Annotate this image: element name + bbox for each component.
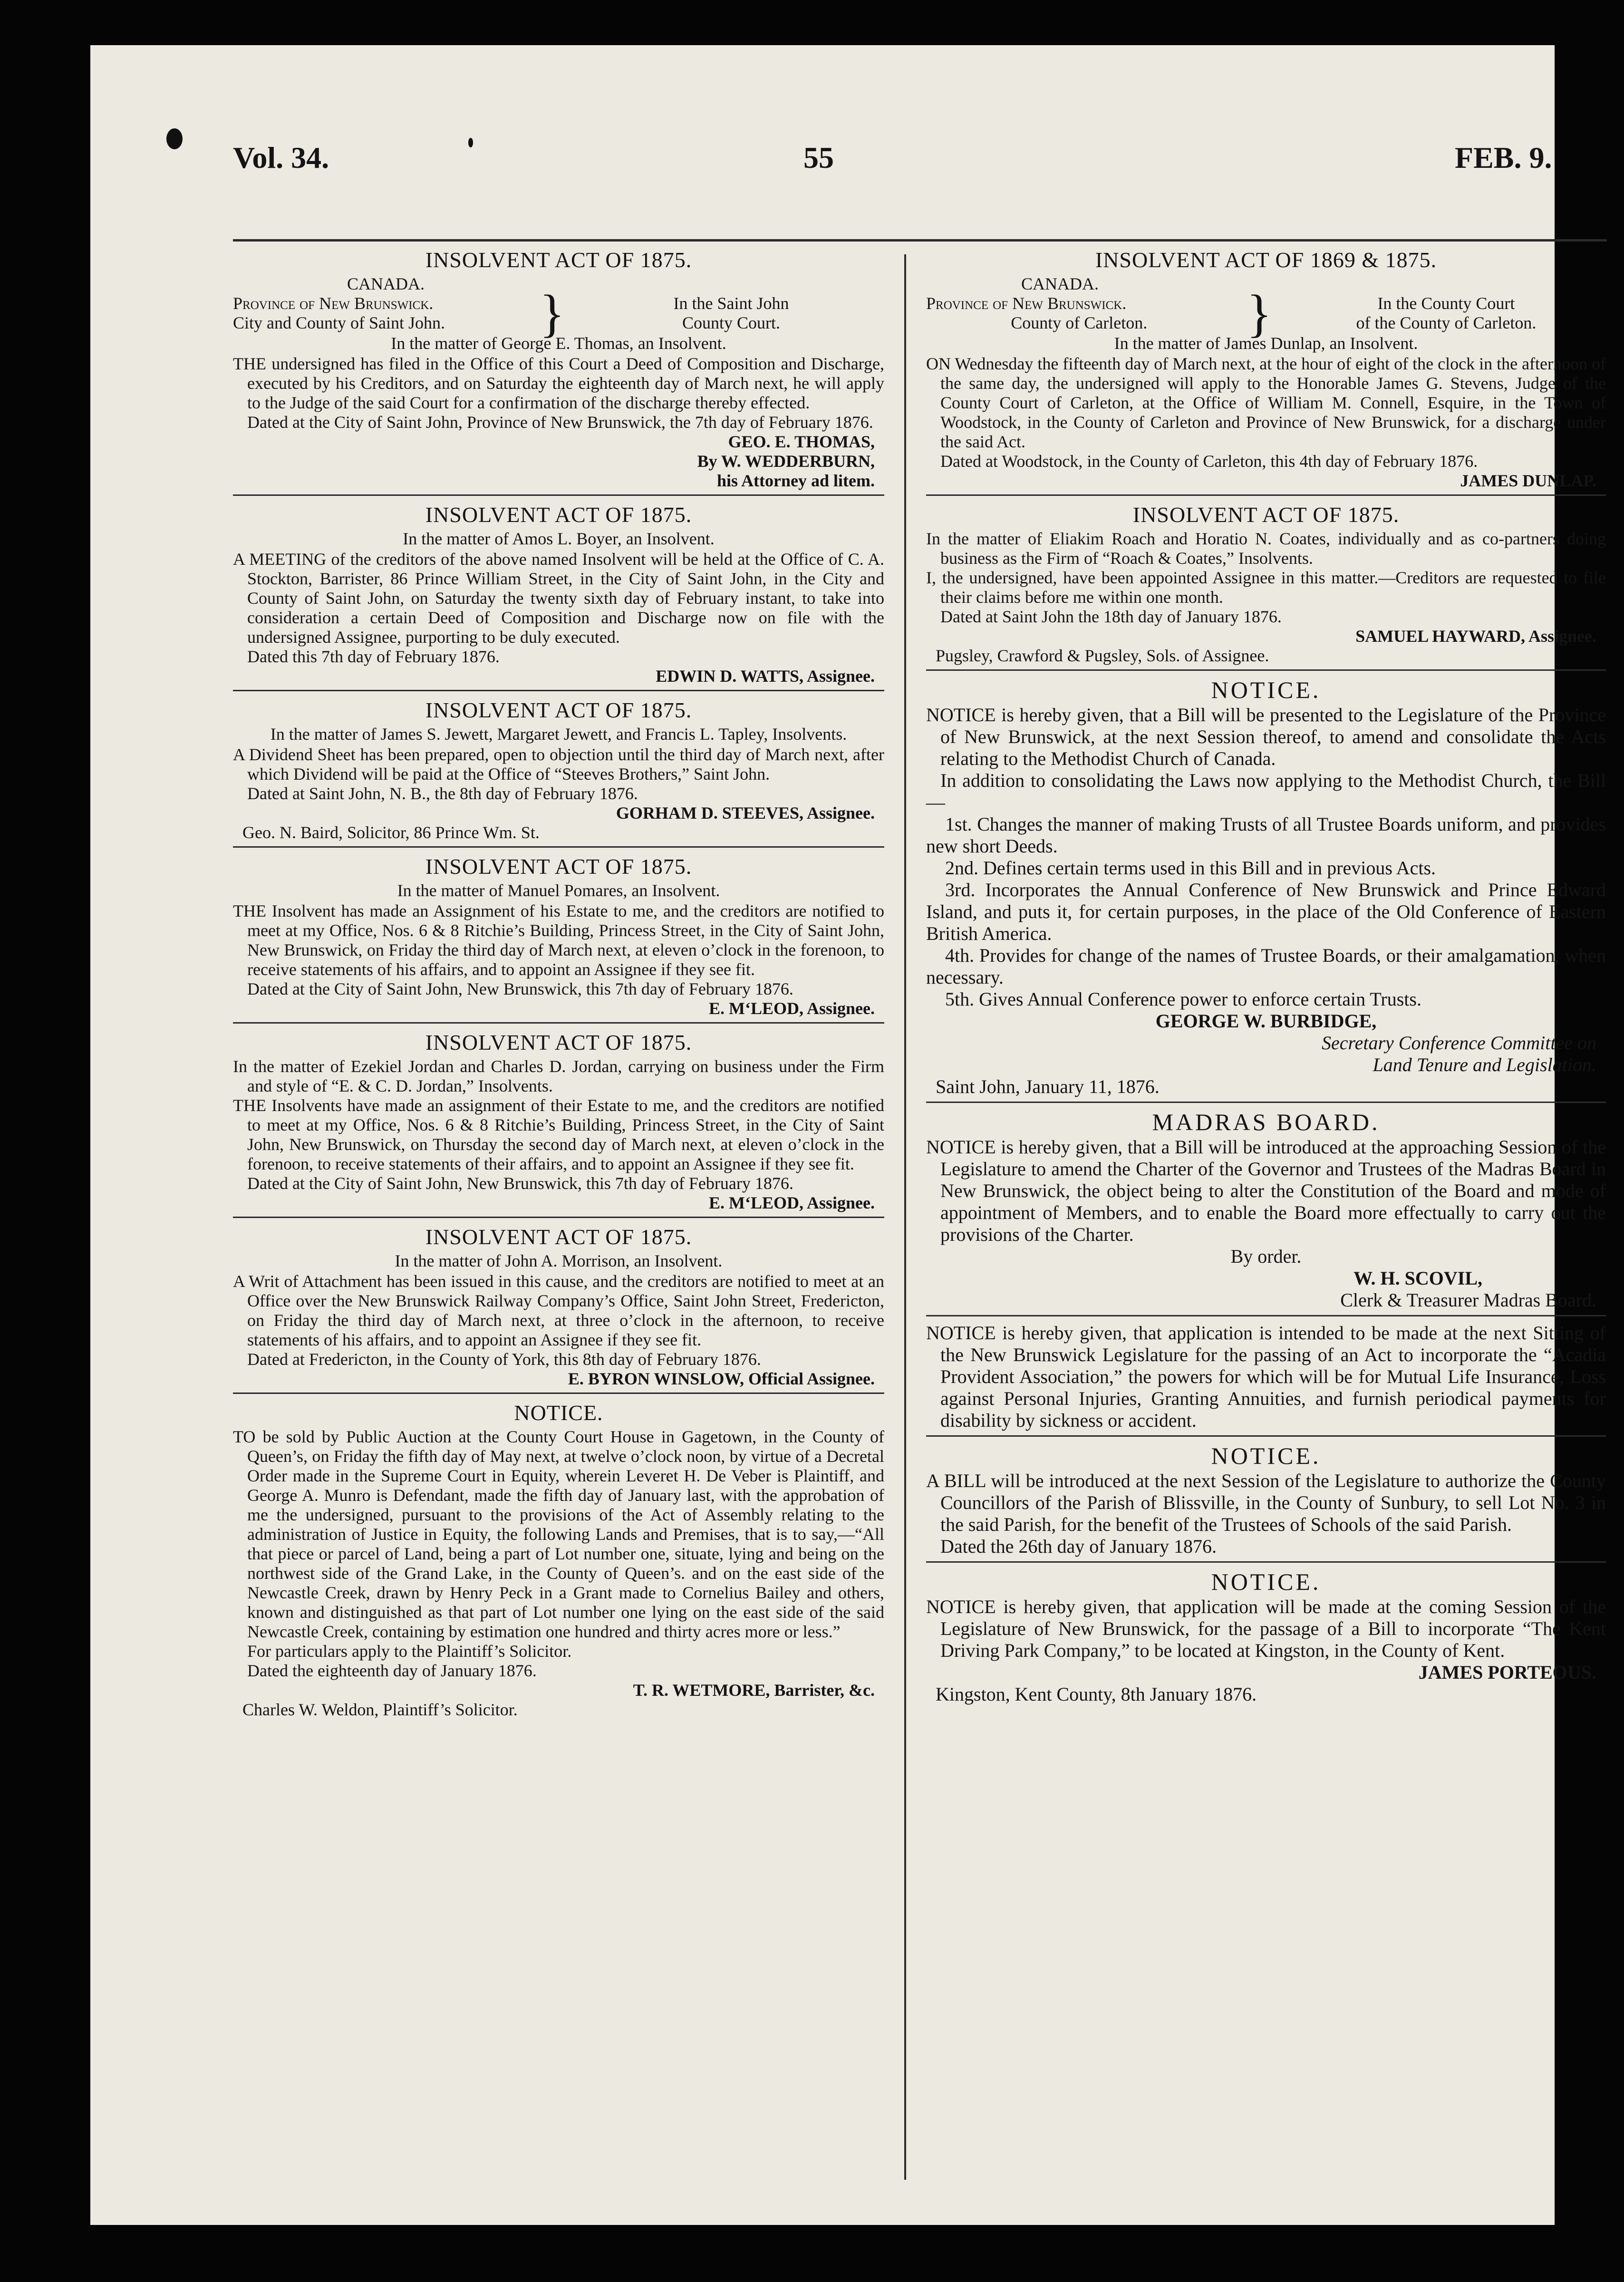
court-name: In the Saint John [673, 294, 789, 313]
court-caption [926, 284, 1606, 342]
issue-date: FEB. 9. [1455, 141, 1552, 174]
notice-dated: Kingston, Kent County, 8th January 1876. [936, 1683, 1257, 1705]
notice-madras-board [926, 1107, 1606, 1316]
notice-matter: In the matter of Manuel Pomares, an Insolvent. [397, 881, 720, 900]
page-number: 55 [803, 141, 834, 174]
notice-title: INSOLVENT ACT OF 1875. [425, 854, 692, 879]
notice-title: INSOLVENT ACT OF 1875. [425, 698, 692, 722]
notice-title: NOTICE. [1211, 1442, 1321, 1469]
canada-heading: CANADA. [1021, 274, 1099, 293]
notice-signature-2: Secretary Conference Committee on [1322, 1032, 1596, 1054]
court-county: County of Carleton. [1011, 313, 1148, 332]
notice-body: TO be sold by Public Auction at the County Court House in Gagetown, in the County of Queen’s, on Friday the fifth day of May next, at twelve o’clock noon, by virtue of a Decretal Order made in the Supreme Court in Equity, wherein Leveret H. De Veber is Plaintiff, and George A. Munro is Defendant, made the fifth day of January last, with the approbation of me the undersigned, pursuant to the provisions of the Act of Assembly relating to the administration of Justice in Equity, the following Lands and Premises, that is to say,—“All that piece or parcel of Land, being a part of Lot number one, situate, lying and being on the northwest side of the Grand Lake, in the County of Queen’s. and on the east side of the Newcastle Creek, drawn by Henry Peck in a Grant made to Cornelius Bailey and others, known and distinguished as that part of Lot number one lying on the east side of the said Newcastle Creek, containing by estimation one hundred and thirty acres more or less.” [233, 1427, 884, 1641]
notice-body: I, the undersigned, have been appointed Assignee in this matter.—Creditors are requested to file their claims before me within one month. [926, 568, 1606, 607]
court-name: In the County Court [1377, 294, 1515, 313]
notice-title: NOTICE. [1211, 1568, 1321, 1595]
notice-kent-driving-park [926, 1566, 1606, 1709]
notice-body-2: For particulars apply to the Plaintiff’s Solicitor. [247, 1642, 572, 1661]
notice-dated: Dated at the City of Saint John, New Brunswick, this 7th day of February 1876. [247, 979, 793, 998]
notice-body: NOTICE is hereby given, that application will be made at the coming Session of the Legislature of New Brunswick, for the passage of a Bill to incorporate “The Kent Driving Park Company,” to be located at Kingston, in the County of Kent. [926, 1596, 1606, 1661]
notice-body-2: In addition to consolidating the Laws now applying to the Methodist Church, the Bill— [926, 770, 1606, 813]
canada-heading: CANADA. [347, 274, 425, 293]
notice-pomares [233, 851, 884, 1024]
notice-dated: Dated at Fredericton, in the County of York, this 8th day of February 1876. [247, 1350, 761, 1369]
header-rule [233, 239, 1607, 242]
right-column [926, 245, 1606, 1713]
notice-signature: SAMUEL HAYWARD, Assignee. [1355, 627, 1596, 646]
notice-title: INSOLVENT ACT OF 1875. [425, 503, 692, 527]
notice-signature-3: his Attorney ad litem. [717, 471, 875, 490]
notice-auction [233, 1398, 884, 1723]
notice-dated: Dated at Saint John the 18th day of January 1876. [940, 607, 1282, 626]
notice-signature: GEO. E. THOMAS, [728, 432, 875, 451]
notice-morrison [233, 1222, 884, 1394]
notice-dated: Saint John, January 11, 1876. [936, 1076, 1160, 1097]
court-name-2: of the County of Carleton. [1356, 313, 1537, 332]
notice-body: NOTICE is hereby given, that application is intended to be made at the next Sitting of the New Brunswick Legislature for the passing of an Act to incorporate the “Acadia Provident Association,” the powers for which will be for Mutual Life Insurance, Loss against Personal Injuries, Granting Annuities, and furnish periodical payments for disability by sickness or accident. [926, 1322, 1606, 1431]
notice-thomas [233, 245, 884, 496]
notice-signature: E. BYRON WINSLOW, Official Assignee. [568, 1369, 875, 1388]
notice-signature: T. R. WETMORE, Barrister, &c. [633, 1681, 875, 1700]
notice-title: INSOLVENT ACT OF 1875. [1132, 503, 1400, 527]
notice-methodist [926, 675, 1606, 1103]
notice-dated: Dated this 7th day of February 1876. [247, 647, 500, 666]
notice-signature-2: Clerk & Treasurer Madras Board. [1340, 1289, 1596, 1311]
notice-signature: GORHAM D. STEEVES, Assignee. [616, 803, 875, 822]
notice-signature-2: By W. WEDDERBURN, [697, 452, 875, 471]
volume-number: Vol. 34. [233, 141, 329, 174]
notice-title: NOTICE. [1211, 677, 1321, 703]
brace-glyph: } [539, 284, 565, 342]
notice-signature: W. H. SCOVIL, [1353, 1267, 1482, 1289]
notice-solicitor: Pugsley, Crawford & Pugsley, Sols. of Assignee. [936, 646, 1269, 665]
notice-jordan [233, 1027, 884, 1218]
notice-signature-3: Land Tenure and Legislation. [1373, 1054, 1596, 1075]
ink-speck [166, 128, 183, 149]
notice-body: THE undersigned has filed in the Office of this Court a Deed of Composition and Discharge, executed by his Creditors, and on Saturday the eighteenth day of March next, he will apply to the Judge of the said Court for a confirmation of the discharge thereby effected. [233, 354, 884, 412]
notice-solicitor: Charles W. Weldon, Plaintiff’s Solicitor. [242, 1700, 518, 1719]
notice-dated: Dated at the City of Saint John, Province of New Brunswick, the 7th day of February 1876. [247, 413, 873, 432]
notice-body: A BILL will be introduced at the next Session of the Legislature to authorize the County Councillors of the Parish of Blissville, in the County of Sunbury, to sell Lot No. 3 in the said Parish, for the benefit of the Trustees of Schools of the said Parish. [926, 1470, 1606, 1535]
notice-signature: GEORGE W. BURBIDGE, [1155, 1010, 1377, 1032]
notice-matter: In the matter of James Dunlap, an Insolvent. [1114, 334, 1418, 353]
notice-body: ON Wednesday the fifteenth day of March next, at the hour of eight of the clock in the afternoon of the same day, the undersigned will apply to the Honorable James G. Stevens, Judge of the County Court of Carleton, at the Office of William M. Connell, Esquire, in the Town of Woodstock, in the County of Carleton and Province of New Brunswick, for a discharge under the said Act. [926, 354, 1606, 451]
brace-glyph: } [1247, 284, 1272, 342]
notice-title: NOTICE. [514, 1401, 603, 1425]
notice-title: INSOLVENT ACT OF 1875. [425, 1030, 692, 1054]
notice-title: INSOLVENT ACT OF 1869 & 1875. [1095, 248, 1437, 272]
by-order: By order. [1230, 1246, 1302, 1267]
court-province: Province of New Brunswick. [926, 294, 1127, 313]
notice-dated: Dated at Saint John, N. B., the 8th day of February 1876. [247, 784, 638, 803]
notice-title: INSOLVENT ACT OF 1875. [425, 1225, 692, 1249]
notice-signature: EDWIN D. WATTS, Assignee. [656, 667, 875, 686]
notice-title: MADRAS BOARD. [1152, 1109, 1380, 1135]
notice-matter: In the matter of George E. Thomas, an Insolvent. [391, 334, 726, 353]
notice-signature: JAMES PORTEOUS. [1418, 1662, 1596, 1683]
ink-speck [468, 138, 473, 147]
notice-solicitor: Geo. N. Baird, Solicitor, 86 Prince Wm. St. [242, 823, 540, 842]
notice-body: A Dividend Sheet has been prepared, open to objection until the third day of March next, after which Dividend will be paid at the Office of “Steeves Brothers,” Saint John. [233, 745, 884, 783]
notice-matter: In the matter of Eliakim Roach and Horatio N. Coates, individually and as co-partners doing business as the Firm of “Roach & Coates,” Insolvents. [926, 529, 1606, 568]
notice-signature: E. M‘LEOD, Assignee. [708, 1193, 875, 1212]
notice-body: THE Insolvents have made an assignment of their Estate to me, and the creditors are notified to meet at my Office, Nos. 6 & 8 Ritchie’s Building, Princess Street, in the City of Saint John, New Brunswick, on Thursday the second day of March next, at eleven o’clock in the forenoon, to receive statements of their affairs, and to appoint an Assignee if they see fit. [233, 1096, 884, 1173]
notice-body: NOTICE is hereby given, that a Bill will be presented to the Legislature of the Province of New Brunswick, at the next Session thereof, to amend and consolidate the Acts relating to the Methodist Church of Canada. [926, 704, 1606, 769]
notice-matter: In the matter of Ezekiel Jordan and Charles D. Jordan, carrying on business under the Firm and style of “E. & C. D. Jordan,” Insolvents. [233, 1057, 884, 1095]
list-item: 3rd. Incorporates the Annual Conference of New Brunswick and Prince Edward Island, and puts it, for certain purposes, in the place of the Old Conference of Eastern British America. [926, 879, 1606, 944]
notice-body: THE Insolvent has made an Assignment of his Estate to me, and the creditors are notified to meet at my Office, Nos. 6 & 8 Ritchie’s Building, Princess Street, in the City of Saint John, New Brunswick, on Friday the third day of March next, at eleven o’clock in the forenoon, to receive statements of his affairs, and to appoint an Assignee if they see fit. [233, 901, 884, 979]
notice-matter: In the matter of James S. Jewett, Margaret Jewett, and Francis L. Tapley, Insolvents. [270, 725, 847, 744]
column-divider [904, 254, 906, 2180]
notice-body: A Writ of Attachment has been issued in this cause, and the creditors are notified to meet at an Office over the New Brunswick Railway Company’s Office, Saint John Street, Fredericton, on Friday the third day of March next, at three o’clock in the afternoon, to receive statements of his affairs, and to appoint an Assignee if they see fit. [233, 1272, 884, 1349]
list-item: 4th. Provides for change of the names of Trustee Boards, or their amalgamation, when necessary. [926, 945, 1606, 988]
notice-jewett [233, 695, 884, 848]
notice-blissville [926, 1441, 1606, 1563]
notice-dated: Dated at the City of Saint John, New Brunswick, this 7th day of February 1876. [247, 1174, 793, 1193]
court-caption [233, 284, 884, 342]
notice-dated: Dated the eighteenth day of January 1876. [247, 1661, 537, 1680]
gazette-page [90, 45, 1606, 2225]
notice-dunlap [926, 245, 1606, 496]
list-item: 5th. Gives Annual Conference power to enforce certain Trusts. [945, 988, 1421, 1010]
notice-signature: E. M‘LEOD, Assignee. [708, 999, 875, 1018]
notice-boyer [233, 500, 884, 691]
notice-dated: Dated at Woodstock, in the County of Carleton, this 4th day of February 1876. [940, 452, 1478, 471]
court-county: City and County of Saint John. [233, 313, 445, 332]
court-name-2: County Court. [682, 313, 781, 332]
notice-body: NOTICE is hereby given, that a Bill will be introduced at the approaching Session of the Legislature to amend the Charter of the Governor and Trustees of the Madras Board in New Brunswick, the object being to alter the Constitution of the Board and mode of appointment of Members, and to enable the Board more effectually to carry out the provisions of the Charter. [926, 1136, 1606, 1245]
notice-roach-coates [926, 500, 1606, 671]
notice-body: A MEETING of the creditors of the above named Insolvent will be held at the Office of C. A. Stockton, Barrister, 86 Prince William Street, in the City of Saint John, in the City and County of Saint John, on Saturday the twenty sixth day of February instant, to take into consideration a certain Deed of Composition and Discharge now on file with the undersigned Assignee, purporting to be duly executed. [233, 550, 884, 647]
notice-title: INSOLVENT ACT OF 1875. [425, 248, 692, 272]
left-column [233, 245, 884, 1727]
court-province: Province of New Brunswick. [233, 294, 434, 313]
notice-matter: In the matter of Amos L. Boyer, an Insolvent. [403, 529, 715, 548]
notice-signature: JAMES DUNLAP. [1460, 471, 1596, 490]
notice-dated: Dated the 26th day of January 1876. [940, 1536, 1217, 1557]
notice-matter: In the matter of John A. Morrison, an Insolvent. [395, 1251, 723, 1270]
list-item: 2nd. Defines certain terms used in this Bill and in previous Acts. [945, 857, 1436, 879]
list-item: 1st. Changes the manner of making Trusts of all Trustee Boards uniform, and provides new short Deeds. [926, 813, 1606, 857]
notice-acadia-provident [926, 1320, 1606, 1437]
